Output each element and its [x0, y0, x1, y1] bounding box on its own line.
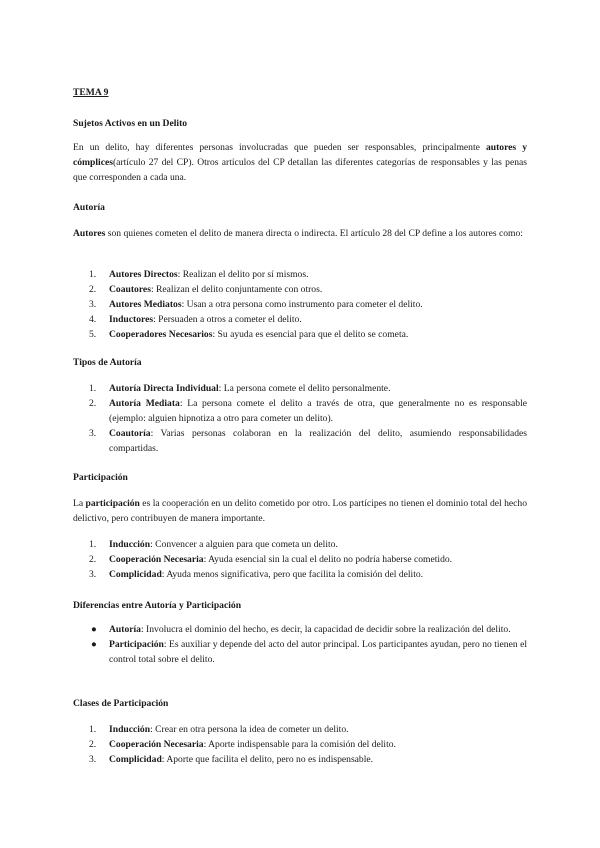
list-term: Cooperación Necesaria [109, 739, 204, 750]
paragraph-participacion [73, 496, 527, 526]
text-run: La [73, 498, 86, 509]
list-number: 3. [89, 428, 97, 439]
list-term: Autores Mediatos [109, 299, 182, 310]
list-description: : La persona comete el delito personalmente. [218, 383, 391, 394]
list-description: : Persuaden a otros a cometer el delito. [153, 314, 302, 325]
list-description: : Ayuda esencial sin la cual el delito no podría haberse cometido. [203, 554, 453, 565]
paragraph-intro [73, 140, 527, 185]
text-run: (artículo 27 del CP). Otros artículos del CP detallan las diferentes categorías de responsables y las penas que corresponden a cada una. [73, 157, 527, 183]
list-item [73, 752, 527, 767]
text-run: son quienes cometen el delito de manera directa o indirecta. El artículo 28 del CP define a los autores como: [105, 228, 523, 239]
list-number: 2. [89, 284, 97, 295]
list-number: 3. [89, 569, 97, 580]
list-item [73, 312, 527, 327]
list-term: Autores Directos [109, 269, 178, 280]
list-term: Autoría [109, 624, 141, 635]
list-diferencias [73, 622, 527, 667]
list-item [73, 297, 527, 312]
list-description: : Es auxiliar y depende del acto del autor principal. Los participantes ayudan, pero no tienen el control total sobre el delito. [109, 639, 527, 665]
list-term: Cooperación Necesaria [109, 554, 204, 565]
list-item [73, 722, 527, 737]
list-number: 1. [89, 269, 97, 280]
list-item [73, 737, 527, 752]
list-item [73, 267, 527, 282]
bold-term: participación [85, 498, 140, 509]
list-description: : Realizan el delito por sí mismos. [177, 269, 309, 280]
list-number: 3. [89, 754, 97, 765]
list-description: : Convencer a alguien para que cometa un delito. [150, 539, 338, 550]
list-number: 2. [89, 739, 97, 750]
section-heading-clases: Clases de Participación [73, 698, 169, 709]
list-autores [73, 267, 527, 342]
bullet-icon: ● [91, 639, 97, 650]
list-item [73, 622, 527, 637]
list-term: Coautores [109, 284, 151, 295]
bold-term: Autores [73, 228, 106, 239]
list-term: Inducción [109, 724, 151, 735]
list-number: 4. [89, 314, 97, 325]
list-description: : Su ayuda es esencial para que el delito se cometa. [212, 329, 409, 340]
list-item [73, 537, 527, 552]
list-number: 5. [89, 329, 97, 340]
section-heading-sujetos: Sujetos Activos en un Delito [73, 118, 188, 129]
list-number: 1. [89, 724, 97, 735]
list-item [73, 327, 527, 342]
list-number: 3. [89, 299, 97, 310]
list-description: : Usan a otra persona como instrumento para cometer el delito. [181, 299, 423, 310]
bullet-icon: ● [91, 624, 97, 635]
list-term: Coautoría [109, 428, 151, 439]
bold-term: autores y cómplices [73, 142, 527, 168]
list-number: 1. [89, 539, 97, 550]
list-item [73, 637, 527, 667]
list-participacion [73, 537, 527, 582]
list-term: Inducción [109, 539, 151, 550]
list-tipos-autoria [73, 381, 527, 456]
list-description: : Varias personas colaboran en la realización del delito, asumiendo responsabilidades compartidas. [109, 428, 527, 454]
list-item [73, 552, 527, 567]
paragraph-autoria [73, 226, 527, 241]
list-description: : Aporte que facilita el delito, pero no es indispensable. [161, 754, 374, 765]
list-description: : Ayuda menos significativa, pero que facilita la comisión del delito. [161, 569, 424, 580]
list-item [73, 426, 527, 456]
list-number: 1. [89, 383, 97, 394]
list-description: : Realizan el delito conjuntamente con otros. [150, 284, 323, 295]
list-item [73, 381, 527, 396]
list-item [73, 396, 527, 426]
list-term: Autoría Mediata [109, 398, 180, 409]
text-run: En un delito, hay diferentes personas involucradas que pueden ser responsables, principalmente [73, 142, 486, 153]
list-item [73, 567, 527, 582]
text-run: es la cooperación en un delito cometido por otro. Los partícipes no tienen el dominio total del hecho delictivo, pero contribuyen de manera importante. [73, 498, 528, 524]
page-title: TEMA 9 [73, 87, 109, 98]
list-term: Complicidad [109, 569, 162, 580]
list-term: Participación [109, 639, 164, 650]
list-term: Complicidad [109, 754, 162, 765]
list-term: Inductores [109, 314, 154, 325]
list-description: : Crear en otra persona la idea de cometer un delito. [150, 724, 349, 735]
list-term: Cooperadores Necesarios [109, 329, 213, 340]
list-description: : La persona comete el delito a través de otra, que generalmente no es responsable (ejemplo: alguien hipnotiza a otro para cometer un delito). [109, 398, 527, 424]
list-number: 2. [89, 398, 97, 409]
section-heading-participacion: Participación [73, 472, 128, 483]
list-clases-participacion [73, 722, 527, 767]
list-term: Autoría Directa Individual [109, 383, 219, 394]
list-number: 2. [89, 554, 97, 565]
list-description: : Aporte indispensable para la comisión del delito. [203, 739, 396, 750]
list-description: : Involucra el dominio del hecho, es decir, la capacidad de decidir sobre la realización del delito. [140, 624, 511, 635]
section-heading-diferencias: Diferencias entre Autoría y Participación [73, 600, 242, 611]
list-item [73, 282, 527, 297]
section-heading-tipos: Tipos de Autoría [73, 357, 142, 368]
section-heading-autoria: Autoría [73, 202, 105, 213]
